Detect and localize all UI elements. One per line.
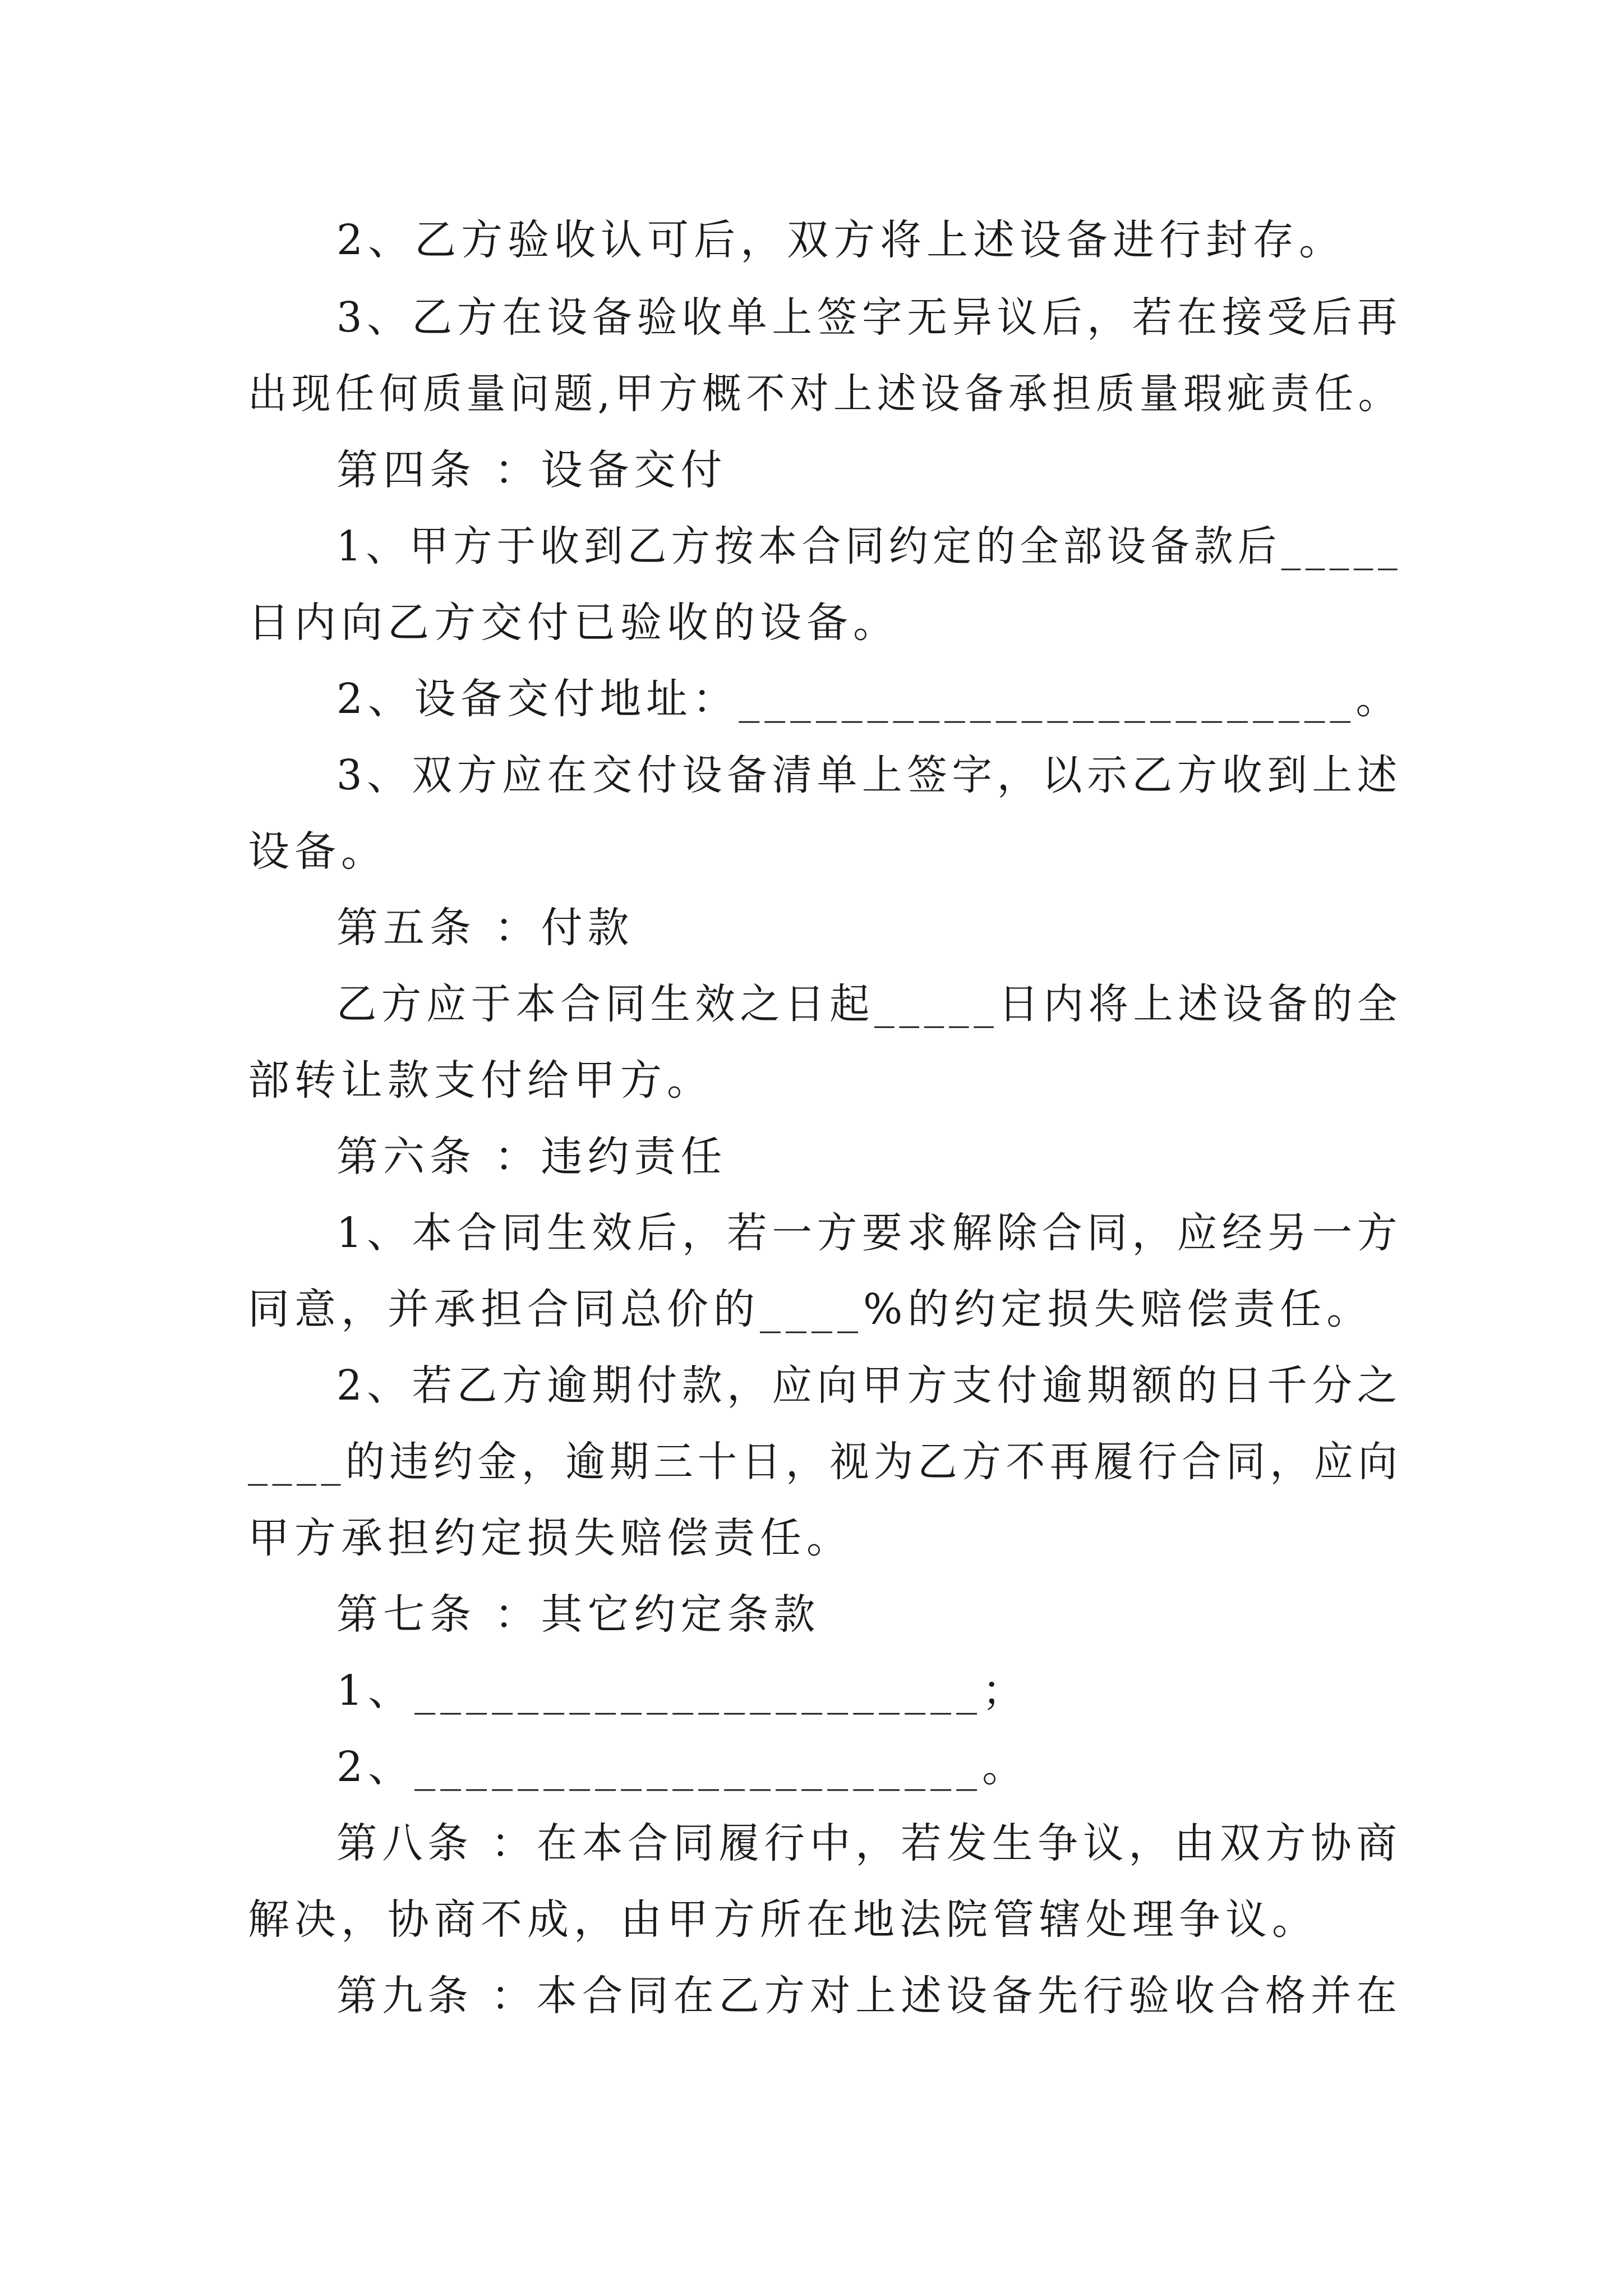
clause-4-item-1-cont: 日内向乙方交付已验收的设备。 (248, 599, 900, 647)
clause-6-item-2: 2、若乙方逾期付款，应向甲方支付逾期额的日千分之 (336, 1361, 1403, 1410)
clause-7-item-2: 2、______________________。 (336, 1743, 1029, 1791)
clause-3-item-2: 2、乙方验收认可后，双方将上述设备进行封存。 (336, 216, 1346, 264)
clause-7-item-1: 1、______________________； (336, 1667, 1029, 1715)
clause-5-heading: 第五条 ：付款 (336, 904, 634, 952)
clause-5-body: 乙方应于本合同生效之日起_____日内将上述设备的全 (336, 980, 1402, 1028)
clause-4-item-3-cont: 设备。 (248, 827, 388, 876)
clause-6-item-1: 1、本合同生效后，若一方要求解除合同，应经另一方 (336, 1209, 1403, 1257)
clause-4-heading: 第四条 ：设备交付 (336, 446, 727, 494)
clause-8: 第八条 ：在本合同履行中，若发生争议，由双方协商 (336, 1819, 1402, 1867)
clause-3-item-3-cont: 出现任何质量问题,甲方概不对上述设备承担质量瑕疵责任。 (248, 370, 1402, 418)
clause-4-item-3: 3、双方应在交付设备清单上签字，以示乙方收到上述 (336, 751, 1403, 799)
clause-6-item-2-cont-2: 甲方承担约定损失赔偿责任。 (248, 1514, 853, 1562)
clause-7-heading: 第七条 ：其它约定条款 (336, 1590, 820, 1639)
clause-4-item-1: 1、甲方于收到乙方按本合同约定的全部设备款后_____ (336, 522, 1403, 570)
clause-8-cont: 解决，协商不成，由甲方所在地法院管辖处理争议。 (248, 1895, 1318, 1944)
clause-9: 第九条 ：本合同在乙方对上述设备先行验收合格并在 (336, 1972, 1402, 2020)
clause-6-heading: 第六条 ：违约责任 (336, 1133, 727, 1181)
clause-3-item-3: 3、乙方在设备验收单上签字无异议后，若在接受后再 (336, 293, 1403, 342)
clause-6-item-1-cont: 同意，并承担合同总价的____%的约定损失赔偿责任。 (248, 1285, 1373, 1333)
clause-6-item-2-cont-1: ____的违约金，逾期三十日，视为乙方不再履行合同，应向 (248, 1438, 1403, 1486)
clause-4-item-2: 2、设备交付地址：________________________。 (336, 675, 1403, 723)
clause-5-body-cont: 部转让款支付给甲方。 (248, 1056, 713, 1105)
